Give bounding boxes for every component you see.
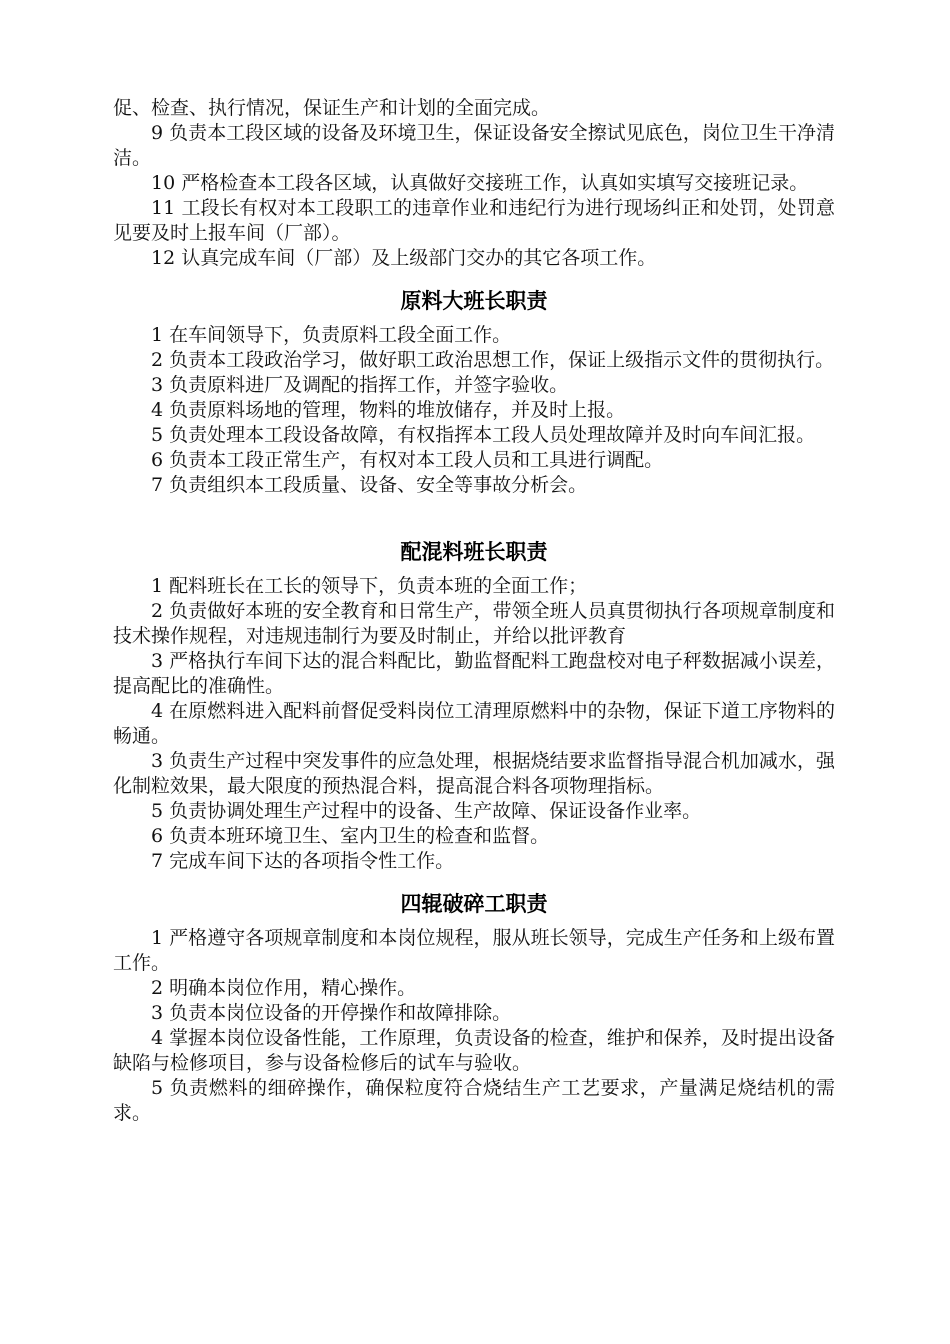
section-paragraph: 3 负责本岗位设备的开停操作和故障排除。: [151, 1002, 512, 1024]
section-paragraph: 5 负责处理本工段设备故障，有权指挥本工段人员处理故障并及时向车间汇报。: [151, 424, 816, 446]
section-paragraph: 1 在车间领导下，负责原料工段全面工作。: [151, 324, 512, 346]
section-title: 原料大班长职责: [400, 289, 548, 313]
intro-paragraph-1: 9 负责本工段区域的设备及环境卫生，保证设备安全擦试见底色，岗位卫生干净清洁。: [113, 122, 835, 169]
section-paragraph: 2 负责做好本班的安全教育和日常生产，带领全班人员真贯彻执行各项规章制度和技术操作规程，对违规违制行为要及时制止，并给以批评教育: [113, 600, 835, 647]
intro-paragraph-2: 10 严格检查本工段各区域，认真做好交接班工作，认真如实填写交接班记录。: [151, 172, 809, 194]
section-paragraph: 5 负责协调处理生产过程中的设备、生产故障、保证设备作业率。: [151, 800, 702, 822]
section-paragraph: 3 负责原料进厂及调配的指挥工作，并签字验收。: [151, 374, 569, 396]
section-paragraph: 3 负责生产过程中突发事件的应急处理，根据烧结要求监督指导混合机加减水，强化制粒效果，最大限度的预热混合料，提高混合料各项物理指标。: [113, 750, 835, 797]
section-paragraph: 7 负责组织本工段质量、设备、安全等事故分析会。: [151, 474, 588, 496]
section-paragraph: 4 负责原料场地的管理，物料的堆放储存，并及时上报。: [151, 399, 626, 421]
section-title: 四辊破碎工职责: [400, 892, 548, 916]
intro-paragraph-3: 11 工段长有权对本工段职工的违章作业和违纪行为进行现场纠正和处罚，处罚意见要及时上报车间（厂部）。: [113, 197, 835, 244]
section-paragraph: 3 严格执行车间下达的混合料配比，勤监督配料工跑盘校对电子秤数据减小误差，提高配比的准确性。: [113, 650, 835, 697]
section-paragraph: 4 在原燃料进入配料前督促受料岗位工清理原燃料中的杂物，保证下道工序物料的畅通。: [113, 700, 835, 747]
section-paragraph: 1 严格遵守各项规章制度和本岗位规程，服从班长领导，完成生产任务和上级布置工作。: [113, 927, 835, 974]
section-paragraph: 6 负责本班环境卫生、室内卫生的检查和监督。: [151, 825, 550, 847]
intro-paragraph-0: 促、检查、执行情况，保证生产和计划的全面完成。: [113, 97, 551, 119]
section-title: 配混料班长职责: [400, 540, 548, 564]
section-paragraph: 7 完成车间下达的各项指令性工作。: [151, 850, 455, 872]
section-paragraph: 1 配料班长在工长的领导下，负责本班的全面工作；: [151, 575, 588, 597]
section-raw-material-foreman: [113, 287, 835, 498]
section-mixing-foreman: [113, 538, 835, 874]
section-four-roll-crusher: [113, 890, 835, 1126]
section-paragraph: 2 明确本岗位作用，精心操作。: [151, 977, 417, 999]
intro-block: [113, 96, 835, 271]
section-paragraph: 4 掌握本岗位设备性能，工作原理，负责设备的检查，维护和保养，及时提出设备缺陷与检修项目，参与设备检修后的试车与验收。: [113, 1027, 835, 1074]
section-paragraph: 6 负责本工段正常生产，有权对本工段人员和工具进行调配。: [151, 449, 664, 471]
intro-paragraph-4: 12 认真完成车间（厂部）及上级部门交办的其它各项工作。: [151, 247, 657, 269]
document-page: [113, 96, 835, 1126]
section-paragraph: 5 负责燃料的细碎操作，确保粒度符合烧结生产工艺要求，产量满足烧结机的需求。: [113, 1077, 835, 1124]
section-paragraph: 2 负责本工段政治学习，做好职工政治思想工作，保证上级指示文件的贯彻执行。: [151, 349, 835, 371]
